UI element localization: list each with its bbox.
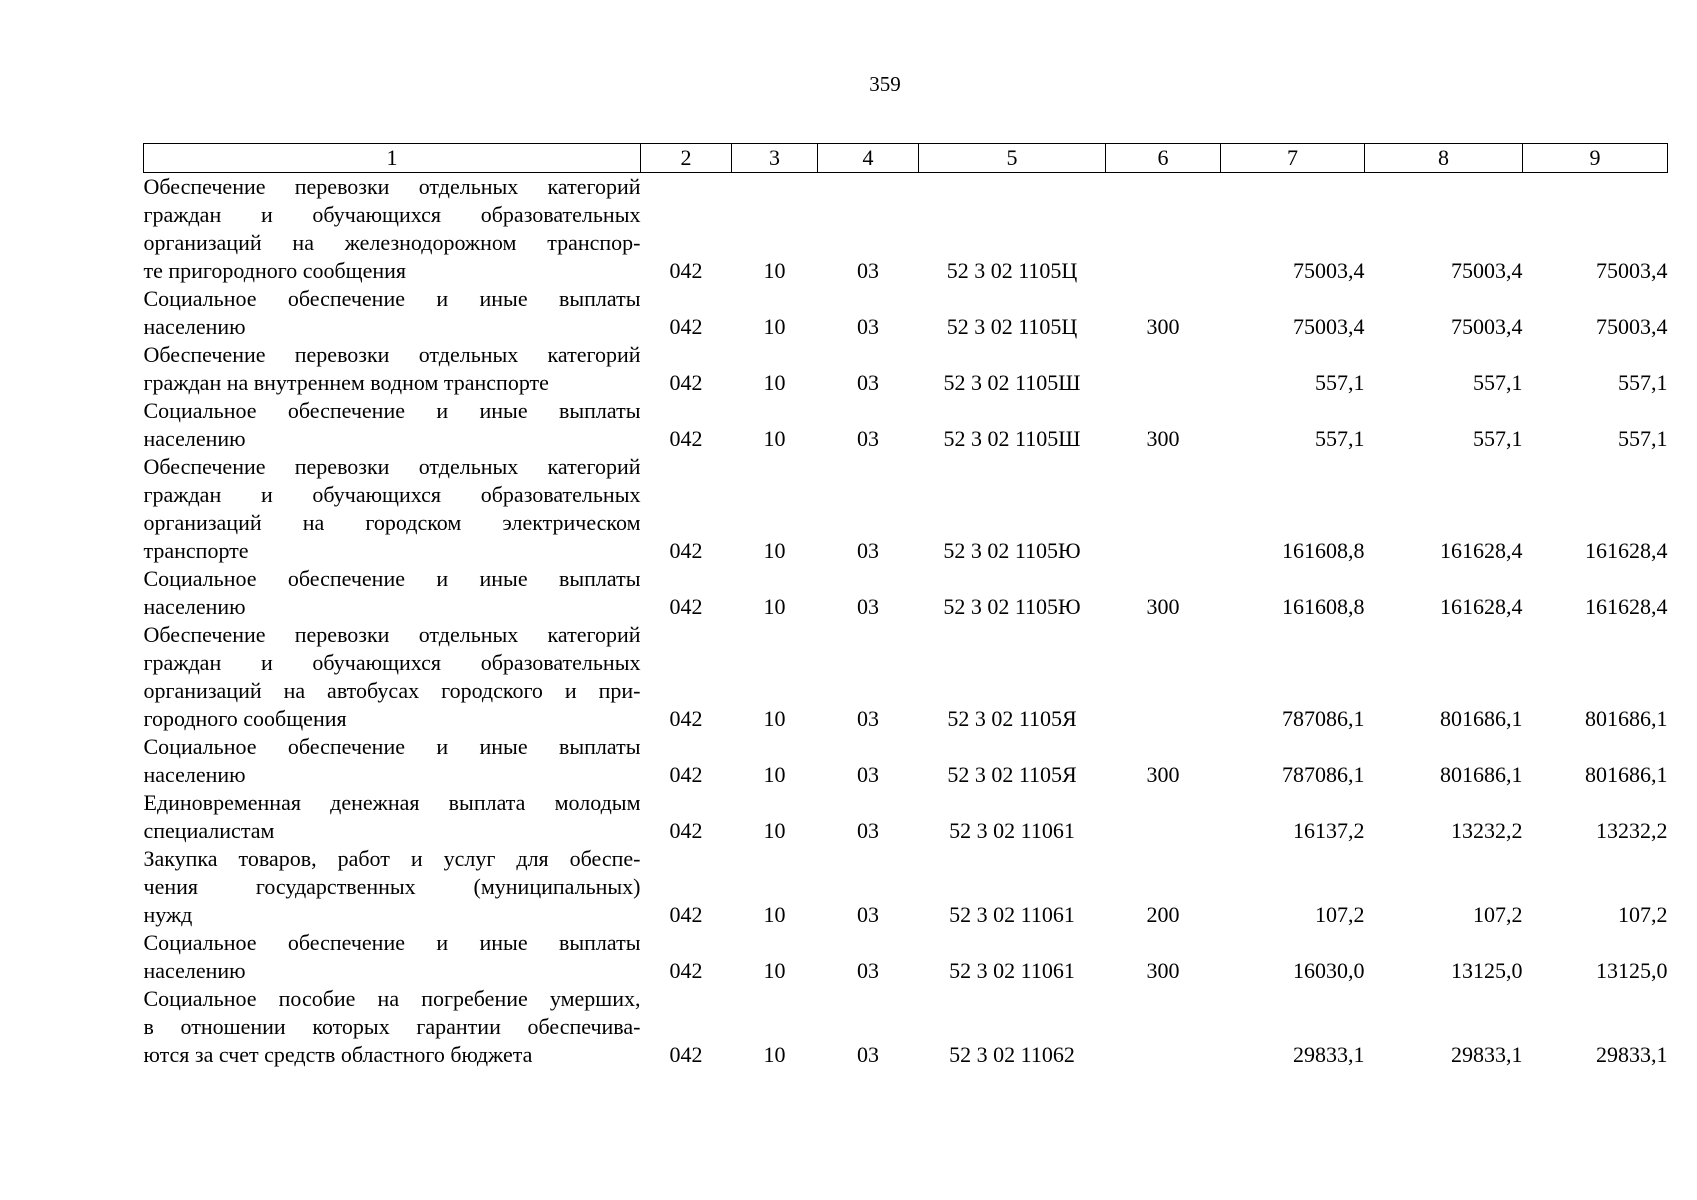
- description-line: граждан и обучающихся образовательных: [143, 482, 641, 507]
- expense-type-cell: [1106, 453, 1221, 565]
- description-line: организаций на железнодорожном транспор-: [143, 230, 641, 255]
- amount-col8-cell: 107,2: [1473, 902, 1523, 927]
- amount-col8-cell: 161628,4: [1440, 594, 1523, 619]
- row-description: [144, 733, 641, 789]
- amount-col8-cell: 557,1: [1473, 370, 1523, 395]
- ministry-code-cell: 042: [669, 314, 703, 339]
- header-row: [144, 144, 1668, 173]
- section-code-cell: 10: [763, 706, 786, 731]
- column-header-7: 7: [1221, 144, 1365, 173]
- ministry-code-cell: 042: [669, 258, 703, 283]
- table-row: [144, 845, 1668, 929]
- target-article-cell: 52 3 02 1105Ц: [946, 314, 1078, 339]
- amount-col7-cell: 107,2: [1315, 902, 1365, 927]
- target-article-cell: 52 3 02 11061: [949, 958, 1075, 983]
- expense-type-cell: 300: [1146, 426, 1180, 451]
- column-header-4: 4: [818, 144, 919, 173]
- expense-type-cell: [1106, 789, 1221, 845]
- subsection-code-cell: 03: [857, 370, 879, 395]
- amount-col8-cell: 75003,4: [1451, 314, 1523, 339]
- row-description: [144, 565, 641, 621]
- description-line: специалистам: [143, 818, 275, 843]
- expense-type-cell: 300: [1146, 594, 1180, 619]
- description-line: нужд: [143, 902, 193, 927]
- subsection-code-cell: 03: [857, 538, 879, 563]
- expense-type-cell: 200: [1146, 902, 1180, 927]
- description-line: городного сообщения: [143, 706, 347, 731]
- table-row: [144, 621, 1668, 733]
- subsection-code-cell: 03: [857, 314, 879, 339]
- section-code-cell: 10: [763, 538, 786, 563]
- amount-col7-cell: 787086,1: [1282, 706, 1365, 731]
- subsection-code-cell: 03: [857, 762, 879, 787]
- amount-col7-cell: 16030,0: [1293, 958, 1365, 983]
- page-number: 359: [869, 72, 901, 96]
- ministry-code-cell: 042: [669, 958, 703, 983]
- amount-col8-cell: 801686,1: [1440, 706, 1523, 731]
- ministry-code-cell: 042: [669, 594, 703, 619]
- table-row: [144, 985, 1668, 1069]
- section-code-cell: 10: [763, 762, 786, 787]
- description-line: те пригородного сообщения: [143, 258, 407, 283]
- amount-col7-cell: 557,1: [1315, 370, 1365, 395]
- expense-type-cell: 300: [1146, 762, 1180, 787]
- ministry-code-cell: 042: [669, 370, 703, 395]
- amount-col9-cell: 29833,1: [1596, 1042, 1668, 1067]
- table-row: [144, 565, 1668, 621]
- subsection-code-cell: 03: [857, 1042, 879, 1067]
- target-article-cell: 52 3 02 1105Ш: [943, 370, 1081, 395]
- amount-col9-cell: 13232,2: [1596, 818, 1668, 843]
- subsection-code-cell: 03: [857, 818, 879, 843]
- description-line: Социальное обеспечение и иные выплаты: [143, 930, 641, 955]
- section-code-cell: 10: [763, 370, 786, 395]
- description-line: населению: [143, 958, 246, 983]
- ministry-code-cell: 042: [669, 762, 703, 787]
- amount-col9-cell: 75003,4: [1596, 314, 1668, 339]
- ministry-code-cell: 042: [669, 538, 703, 563]
- budget-table: [143, 143, 1668, 1069]
- description-line: населению: [143, 426, 246, 451]
- description-line: Закупка товаров, работ и услуг для обеспе-: [143, 846, 641, 871]
- table-body: [144, 173, 1668, 1070]
- expense-type-cell: [1106, 173, 1221, 286]
- row-description: [144, 929, 641, 985]
- subsection-code-cell: 03: [857, 258, 879, 283]
- description-line: граждан и обучающихся образовательных: [143, 650, 641, 675]
- section-code-cell: 10: [763, 594, 786, 619]
- description-line: чения государственных (муниципальных): [143, 874, 641, 899]
- subsection-code-cell: 03: [857, 426, 879, 451]
- column-header-6: 6: [1106, 144, 1221, 173]
- amount-col9-cell: 801686,1: [1585, 706, 1668, 731]
- column-header-1: 1: [144, 144, 641, 173]
- description-line: Социальное обеспечение и иные выплаты: [143, 566, 641, 591]
- ministry-code-cell: 042: [669, 706, 703, 731]
- amount-col9-cell: 161628,4: [1585, 594, 1668, 619]
- amount-col7-cell: 161608,8: [1282, 594, 1365, 619]
- target-article-cell: 52 3 02 1105Я: [947, 706, 1077, 731]
- subsection-code-cell: 03: [857, 594, 879, 619]
- amount-col9-cell: 107,2: [1618, 902, 1668, 927]
- amount-col8-cell: 557,1: [1473, 426, 1523, 451]
- table-row: [144, 285, 1668, 341]
- ministry-code-cell: 042: [669, 902, 703, 927]
- description-line: транспорте: [143, 538, 249, 563]
- row-description: [144, 341, 641, 397]
- expense-type-cell: 300: [1146, 314, 1180, 339]
- description-line: Обеспечение перевозки отдельных категорий: [143, 622, 641, 647]
- description-line: граждан и обучающихся образовательных: [143, 202, 641, 227]
- description-line: Обеспечение перевозки отдельных категорий: [143, 174, 641, 199]
- target-article-cell: 52 3 02 1105Ш: [943, 426, 1081, 451]
- description-line: Единовременная денежная выплата молодым: [143, 790, 641, 815]
- row-description: [144, 397, 641, 453]
- ministry-code-cell: 042: [669, 818, 703, 843]
- amount-col8-cell: 75003,4: [1451, 258, 1523, 283]
- amount-col7-cell: 75003,4: [1293, 258, 1365, 283]
- amount-col9-cell: 75003,4: [1596, 258, 1668, 283]
- column-header-8: 8: [1365, 144, 1523, 173]
- target-article-cell: 52 3 02 11061: [949, 902, 1075, 927]
- amount-col7-cell: 557,1: [1315, 426, 1365, 451]
- description-line: Социальное обеспечение и иные выплаты: [143, 398, 641, 423]
- amount-col7-cell: 16137,2: [1293, 818, 1365, 843]
- amount-col9-cell: 161628,4: [1585, 538, 1668, 563]
- column-header-9: 9: [1523, 144, 1668, 173]
- amount-col8-cell: 161628,4: [1440, 538, 1523, 563]
- section-code-cell: 10: [763, 426, 786, 451]
- description-line: Социальное обеспечение и иные выплаты: [143, 734, 641, 759]
- amount-col7-cell: 75003,4: [1293, 314, 1365, 339]
- table-row: [144, 453, 1668, 565]
- target-article-cell: 52 3 02 1105Я: [947, 762, 1077, 787]
- section-code-cell: 10: [763, 258, 786, 283]
- row-description: [144, 845, 641, 929]
- table-row: [144, 397, 1668, 453]
- expense-type-cell: 300: [1146, 958, 1180, 983]
- table-row: [144, 733, 1668, 789]
- expense-type-cell: [1106, 621, 1221, 733]
- row-description: [144, 173, 641, 286]
- amount-col7-cell: 161608,8: [1282, 538, 1365, 563]
- amount-col8-cell: 13125,0: [1451, 958, 1523, 983]
- subsection-code-cell: 03: [857, 706, 879, 731]
- section-code-cell: 10: [763, 902, 786, 927]
- row-description: [144, 789, 641, 845]
- subsection-code-cell: 03: [857, 958, 879, 983]
- amount-col7-cell: 29833,1: [1293, 1042, 1365, 1067]
- target-article-cell: 52 3 02 11062: [949, 1042, 1075, 1067]
- section-code-cell: 10: [763, 958, 786, 983]
- row-description: [144, 621, 641, 733]
- amount-col8-cell: 13232,2: [1451, 818, 1523, 843]
- row-description: [144, 285, 641, 341]
- target-article-cell: 52 3 02 1105Ц: [946, 258, 1078, 283]
- row-description: [144, 453, 641, 565]
- description-line: Социальное пособие на погребение умерших,: [143, 986, 641, 1011]
- ministry-code-cell: 042: [669, 1042, 703, 1067]
- section-code-cell: 10: [763, 1042, 786, 1067]
- description-line: Социальное обеспечение и иные выплаты: [143, 286, 641, 311]
- amount-col9-cell: 557,1: [1618, 370, 1668, 395]
- column-header-3: 3: [732, 144, 818, 173]
- table-row: [144, 929, 1668, 985]
- section-code-cell: 10: [763, 818, 786, 843]
- description-line: населению: [143, 594, 246, 619]
- description-line: организаций на автобусах городского и при-: [143, 678, 641, 703]
- amount-col8-cell: 29833,1: [1451, 1042, 1523, 1067]
- column-header-2: 2: [641, 144, 732, 173]
- amount-col8-cell: 801686,1: [1440, 762, 1523, 787]
- section-code-cell: 10: [763, 314, 786, 339]
- table-row: [144, 173, 1668, 286]
- description-line: населению: [143, 762, 246, 787]
- amount-col9-cell: 557,1: [1618, 426, 1668, 451]
- description-line: Обеспечение перевозки отдельных категорий: [143, 342, 641, 367]
- target-article-cell: 52 3 02 1105Ю: [943, 538, 1081, 563]
- description-line: населению: [143, 314, 246, 339]
- description-line: организаций на городском электрическом: [143, 510, 641, 535]
- description-line: ются за счет средств областного бюджета: [143, 1042, 533, 1067]
- row-description: [144, 985, 641, 1069]
- description-line: в отношении которых гарантии обеспечива-: [143, 1014, 641, 1039]
- expense-type-cell: [1106, 341, 1221, 397]
- amount-col9-cell: 13125,0: [1596, 958, 1668, 983]
- description-line: Обеспечение перевозки отдельных категорий: [143, 454, 641, 479]
- amount-col9-cell: 801686,1: [1585, 762, 1668, 787]
- ministry-code-cell: 042: [669, 426, 703, 451]
- subsection-code-cell: 03: [857, 902, 879, 927]
- table-row: [144, 341, 1668, 397]
- target-article-cell: 52 3 02 1105Ю: [943, 594, 1081, 619]
- target-article-cell: 52 3 02 11061: [949, 818, 1075, 843]
- expense-type-cell: [1106, 985, 1221, 1069]
- column-header-5: 5: [919, 144, 1106, 173]
- description-line: граждан на внутреннем водном транспорте: [143, 370, 549, 395]
- amount-col7-cell: 787086,1: [1282, 762, 1365, 787]
- table-row: [144, 789, 1668, 845]
